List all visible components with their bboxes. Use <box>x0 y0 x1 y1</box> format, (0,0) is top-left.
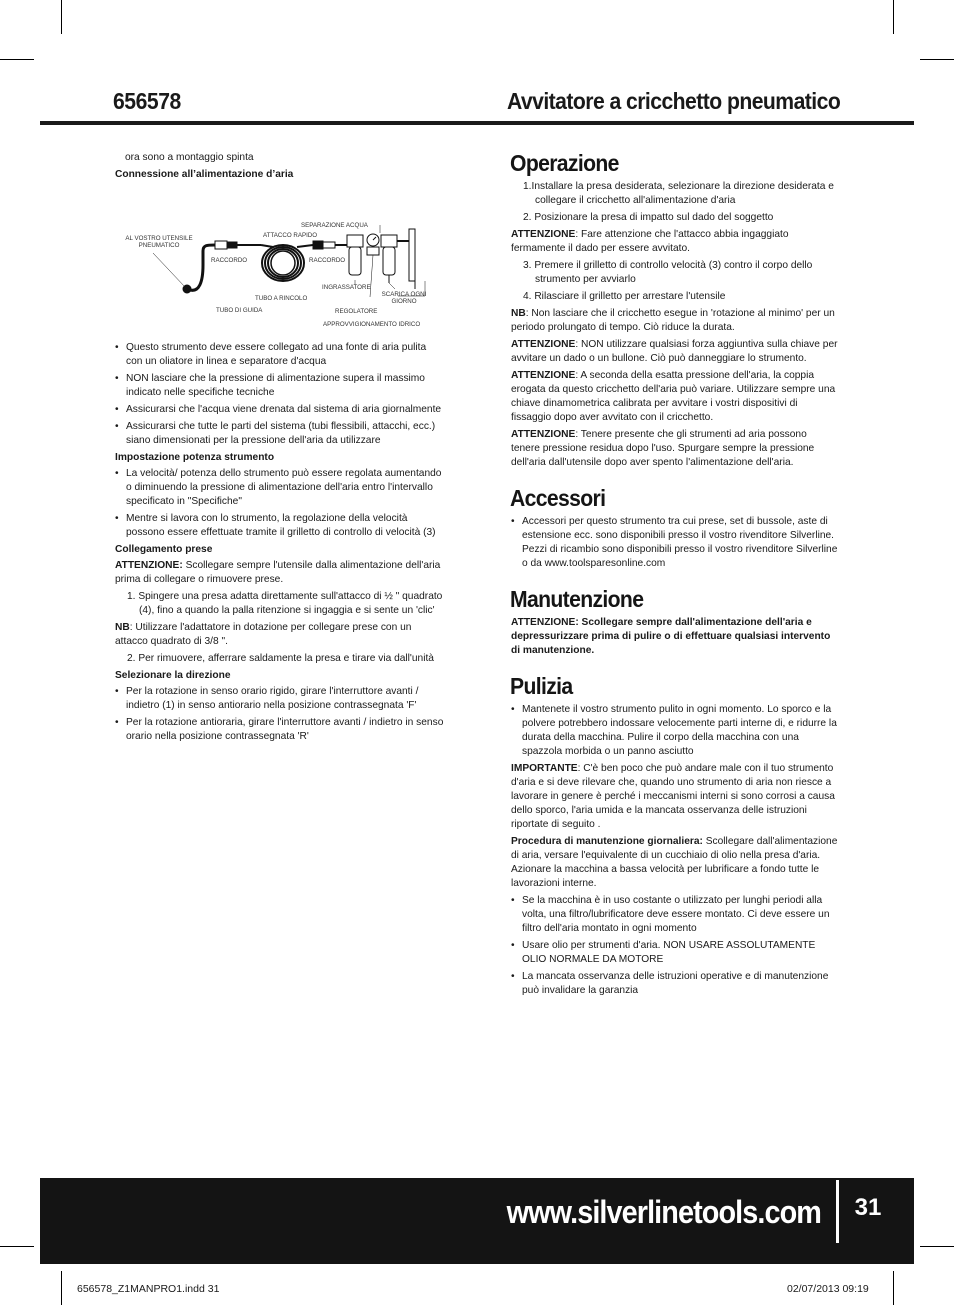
warning-label: ATTENZIONE: <box>115 560 183 571</box>
list-item: • Se la macchina è in uso costante o utilizzato per lunghi periodi alla volta, una filtro/lubrificatore deve essere montato. Ci deve essere un filtro dell'aria montato in ogni momento <box>511 894 838 936</box>
maintenance-warning: ATTENZIONE: Scollegare sempre dall'alimentazione dell'aria e depressurizzare prima di pulire o di effettuare qualsiasi intervento di manutenzione. <box>511 617 831 656</box>
sockets-heading: Collegamento prese <box>115 544 213 555</box>
warning-text: : Fare attenzione che l'attacco abbia ingaggiato fermamente il dado per essere avvitato. <box>511 229 789 254</box>
label-oiler: INGRASSATORE <box>322 284 371 291</box>
maintenance-heading: Manutenzione <box>510 586 644 612</box>
operation-warning-2 <box>511 338 838 366</box>
warning-label: ATTENZIONE <box>511 429 576 440</box>
list-item: • Mantenete il vostro strumento pulito in ogni momento. Lo sporco e la polvere potrebbero indossare velocemente parti interne di, e ridurre la durata della macchina. Pulire il corpo della macchina con una spazzola morbida o un panno asciutto <box>511 703 838 759</box>
accessories-heading: Accessori <box>510 485 606 511</box>
warning-text: : Tenere presente che gli strumenti ad aria possono tenere pressione residua dopo l'uso. Spurgare sempre la pressione dell'aria dall'utensile dopo aver spento l'alimentazione dell'aria. <box>511 429 815 468</box>
label-regulator: REGOLATORE <box>335 308 378 315</box>
label-fitting-left: RACCORDO <box>211 257 248 264</box>
daily-text: Scollegare dall'alimentazione di aria, versare l'equivalente di un cucchiaio di olio nella presa d'aria. Azionare la macchina a bassa velocità per lubrificare a fondo tutte le lavorazioni interne. <box>511 836 838 889</box>
crop-mark <box>0 1246 34 1247</box>
list-item: • Per la rotazione in senso orario rigido, girare l'interruttore avanti / indietro (1) in senso antiorario nella posizione contrassegnata 'F' <box>115 685 445 713</box>
sockets-step-2: 2. Per rimuovere, afferrare saldamente la presa e tirare via dall'unità <box>127 653 434 664</box>
nb-text: : Non lasciare che il cricchetto esegue in 'rotazione al minimo' per un periodo prolungato di tempo. Ciò riduce la durata. <box>511 308 835 333</box>
direction-heading: Selezionare la direzione <box>115 670 231 681</box>
operation-warning-3 <box>511 369 838 425</box>
important-note <box>511 762 838 832</box>
air-supply-diagram <box>115 185 435 328</box>
maintenance-bullets <box>511 894 838 998</box>
nb-text: : Utilizzare l'adattatore in dotazione per collegare prese con un attacco quadrato di 3/8 ". <box>115 622 412 647</box>
crop-mark <box>61 1271 62 1305</box>
nb-label: NB <box>511 308 526 319</box>
left-column <box>115 151 445 747</box>
list-item: • Usare olio per strumenti d'aria. NON USARE ASSOLUTAMENTE OLIO NORMALE DA MOTORE <box>511 939 838 967</box>
sockets-step-1: 1. Spingere una presa adatta direttamente sull'attacco di ½ " quadrato (4), fino a quando la palla ritenzione si ingaggia e si sente un 'clic' <box>127 591 443 616</box>
daily-procedure <box>511 835 838 891</box>
page-title: Avvitatore a cricchetto pneumatico <box>506 88 840 114</box>
daily-label: Procedura di manutenzione giornaliera: <box>511 836 703 847</box>
important-label: IMPORTANTE <box>511 763 578 774</box>
crop-mark <box>893 1271 894 1305</box>
warning-label: ATTENZIONE <box>511 229 576 240</box>
list-item: • Questo strumento deve essere collegato ad una fonte di aria pulita con un oliatore in linea e separatore d'acqua <box>115 341 445 369</box>
operation-step-3: 3. Premere il grilletto di controllo velocità (3) contro il corpo dello strumento per avviarlo <box>523 260 813 285</box>
label-tool: AL VOSTRO UTENSILE PNEUMATICO <box>125 235 193 249</box>
warning-label: ATTENZIONE <box>511 370 576 381</box>
operation-nb <box>511 307 838 335</box>
warning-text: : NON utilizzare qualsiasi forza aggiuntiva sulla chiave per avvitare un dado o un bullone. Ciò può danneggiare lo strumento. <box>511 339 838 364</box>
operation-heading: Operazione <box>510 150 619 176</box>
label-leader-hose: TUBO DI GUIDA <box>216 307 263 314</box>
page-header <box>113 85 840 119</box>
warning-label: ATTENZIONE <box>511 339 576 350</box>
direction-bullets <box>115 685 445 744</box>
power-bullets <box>115 467 445 540</box>
list-item: • La velocità/ potenza dello strumento può essere regolata aumentando o diminuendo la pressione di alimentazione dell'aria entro l'intervallo specificato in "Specifiche" <box>115 467 445 509</box>
website-link[interactable]: www.silverlinetools.com <box>506 1194 821 1230</box>
operation-warning-1 <box>511 228 838 256</box>
header-rule <box>40 121 914 125</box>
label-coil-hose: TUBO A RINCOLO <box>255 295 308 302</box>
list-item: • Accessori per questo strumento tra cui prese, set di bussole, aste di estensione ecc. sono disponibili presso il vostro rivenditore Silverline. Pezzi di ricambio sono disponibili presso il vostro rivenditore Silverline o da www.toolsparesonline.com <box>511 515 838 571</box>
intro-text: ora sono a montaggio spinta <box>125 152 254 163</box>
product-code: 656578 <box>113 88 181 114</box>
list-item: • Assicurarsi che l'acqua viene drenata dal sistema di aria giornalmente <box>115 403 445 417</box>
list-item: • Mentre si lavora con lo strumento, la regolazione della velocità possono essere effettuate tramite il grilletto di controllo di velocità (3) <box>115 512 445 540</box>
sockets-nb <box>115 621 445 649</box>
operation-step-1: 1.Installare la presa desiderata, selezionare la direzione desiderata e collegare il cricchetto all'alimentazione d'aria <box>523 181 834 206</box>
warning-text: : A seconda della esatta pressione dell'aria, la coppia erogata da questo cricchetto dell'aria può variare. Utilizzare sempre una chiave dinamometrica calibrata per avvitare i vostri dispositivi di fissaggio dopo aver avvitato con il cricchetto. <box>511 370 836 423</box>
label-drain: SCARICA OGNI GIORNO <box>381 291 427 305</box>
page-number: 31 <box>854 1194 882 1221</box>
date-slug: 02/07/2013 09:19 <box>787 1283 869 1295</box>
crop-mark <box>920 1246 954 1247</box>
crop-mark <box>920 59 954 60</box>
list-item: • NON lasciare che la pressione di alimentazione supera il massimo indicato nelle specifiche tecniche <box>115 372 445 400</box>
list-item: • Assicurarsi che tutte le parti del sistema (tubi flessibili, attacchi, ecc.) siano dimensionati per la pressione dell'aria da utilizzare <box>115 420 445 448</box>
power-heading: Impostazione potenza strumento <box>115 452 275 463</box>
warning-text: Scollegare sempre l'utensile dalla alimentazione dell'aria prima di collegare o rimuovere prese. <box>115 560 441 585</box>
list-item: • Per la rotazione antioraria, girare l'interruttore avanti / indietro in senso orario nella posizione contrassegnata 'R' <box>115 716 445 744</box>
operation-warning-4 <box>511 428 838 470</box>
file-slug: 656578_Z1MANPRO1.indd 31 <box>77 1283 220 1295</box>
accessories-bullets <box>511 515 838 571</box>
air-supply-heading: Connessione all’alimentazione d’aria <box>115 169 294 180</box>
nb-label: NB <box>115 622 130 633</box>
label-fitting-right: RACCORDO <box>309 257 346 264</box>
important-text: : C'è ben poco che può andare male con il tuo strumento d'aria e si deve rilevare che, quando uno strumento di aria non riesce a lavorare in genere è perché i meccanismi interni si sono corrosi a causa dello sporco, l'aria umida e la mancata osservanza delle istruzioni riportate di seguito . <box>511 763 835 830</box>
list-item: • La mancata osservanza delle istruzioni operative e di manutenzione può invalidare la garanzia <box>511 970 838 998</box>
label-water-separator: SEPARAZIONE ACQUA <box>301 222 368 229</box>
operation-step-4: 4. Rilasciare il grilletto per arrestare l'utensile <box>523 291 726 302</box>
cleaning-bullets <box>511 703 838 759</box>
operation-step-2: 2. Posizionare la presa di impatto sul dado del soggetto <box>523 212 774 223</box>
crop-mark <box>893 0 894 34</box>
supply-bullets <box>115 341 445 448</box>
label-supply: APPROVVIGIONAMENTO IDRICO <box>323 321 421 328</box>
cleaning-heading: Pulizia <box>510 673 573 699</box>
right-column <box>511 150 838 1001</box>
crop-mark <box>61 0 62 34</box>
sockets-warning <box>115 559 445 587</box>
crop-mark <box>0 59 34 60</box>
label-quick-coupler: ATTACCO RAPIDO <box>263 232 318 239</box>
